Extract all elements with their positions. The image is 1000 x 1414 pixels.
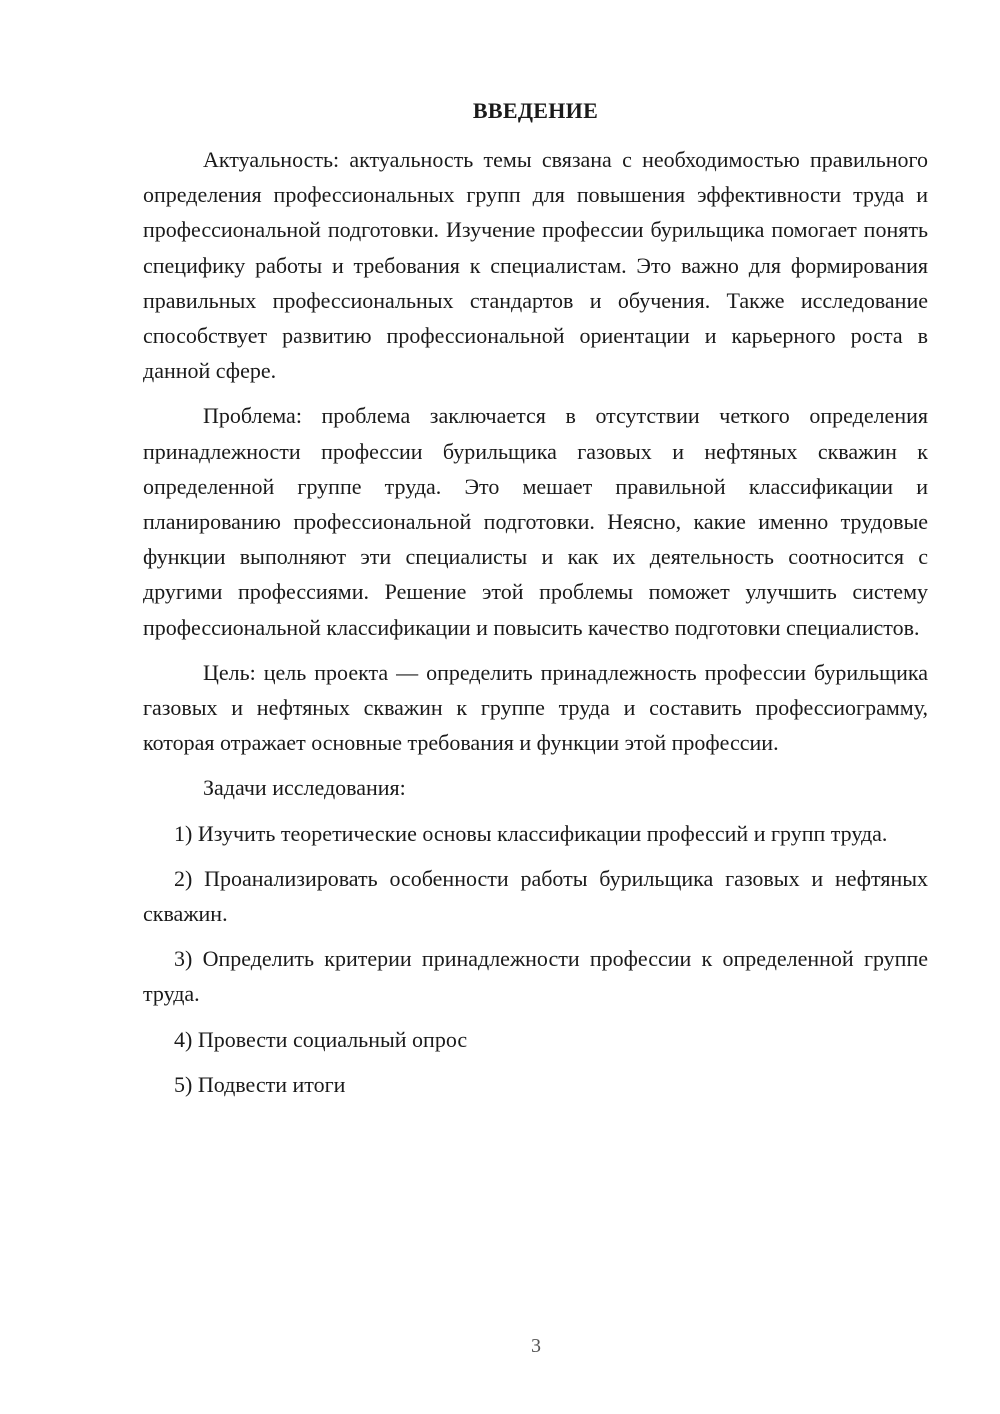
page-content: [143, 96, 928, 1112]
paragraph-problem: Проблема: проблема заключается в отсутствии четкого определения принадлежности профессии бурильщика газовых и нефтяных скважин к определенной группе труда. Это мешает правильной классификации и планированию профессиональной подготовки. Неясно, какие именно трудовые функции выполняют эти специалисты и как их деятельность соотносится с другими профессиями. Решение этой проблемы поможет улучшить систему профессиональной классификации и повысить качество подготовки специалистов.: [143, 403, 928, 640]
task-item-5: 5) Подвести итоги: [174, 1071, 346, 1097]
task-list: [143, 816, 928, 1102]
paragraph-goal: Цель: цель проекта — определить принадлежность профессии бурильщика газовых и нефтяных скважин к группе труда и составить профессиограмму, которая отражает основные требования и функции этой профессии.: [143, 659, 928, 756]
paragraph-relevance: Актуальность: актуальность темы связана с необходимостью правильного определения профессиональных групп для повышения эффективности труда и профессиональной подготовки. Изучение профессии бурильщика помогает понять специфику работы и требования к специалистам. Это важно для формирования правильных профессиональных стандартов и обучения. Также исследование способствует развитию профессиональной ориентации и карьерного роста в данной сфере.: [143, 147, 928, 384]
task-item-3: 3) Определить критерии принадлежности профессии к определенной группе труда.: [143, 946, 928, 1007]
page-number: 3: [531, 1335, 541, 1357]
task-item-4: 4) Провести социальный опрос: [174, 1026, 468, 1052]
section-heading: ВВЕДЕНИЕ: [472, 98, 599, 123]
tasks-title: Задачи исследования:: [203, 775, 406, 801]
task-item-2: 2) Проанализировать особенности работы бурильщика газовых и нефтяных скважин.: [143, 865, 928, 927]
task-item-1: 1) Изучить теоретические основы классификации профессий и групп труда.: [174, 820, 888, 846]
